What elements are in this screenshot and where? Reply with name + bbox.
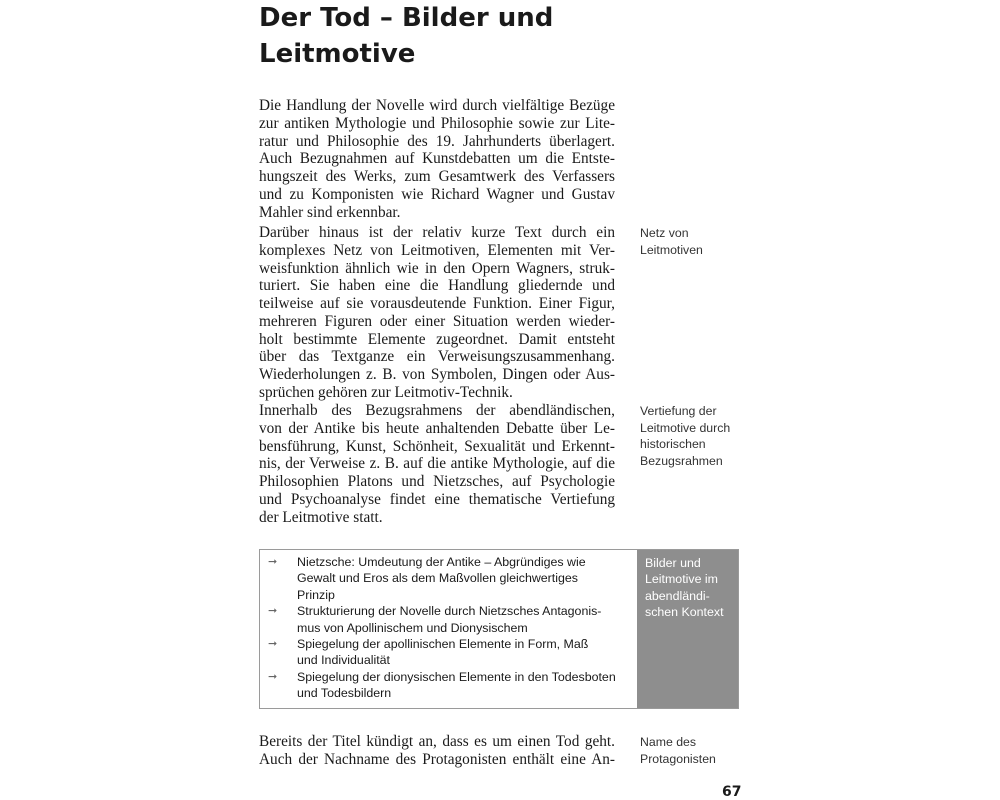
text-line: Bereits der Titel kündigt an, dass es um einen Tod geht. <box>259 733 615 750</box>
arrow-right-icon: ➞ <box>268 669 278 683</box>
summary-item-line: und Todesbildern <box>297 686 392 701</box>
margin-note-line: Bezugsrahmen <box>640 453 723 468</box>
summary-list-item <box>260 554 640 603</box>
text-line: Wiederholungen z. B. von Symbolen, Dingen oder Aus- <box>259 366 615 383</box>
body-paragraph <box>259 402 615 526</box>
margin-note-line: Leitmotiven <box>640 242 703 257</box>
text-line: holt bestimmte Elemente zugeordnet. Damit entsteht <box>259 330 615 348</box>
text-line: mehreren Figuren oder einer Situation werden wieder- <box>259 312 615 330</box>
summary-item-line: Nietzsche: Umdeutung der Antike – Abgründiges wie <box>297 555 586 569</box>
margin-note-line: Name des <box>640 735 697 749</box>
text-line: Innerhalb des Bezugsrahmens der abendländischen, <box>259 402 615 419</box>
text-line: turiert. Sie haben eine die Handlung gliedernde und <box>259 277 615 295</box>
summary-item-line: Spiegelung der dionysischen Elemente in den Todesboten <box>297 669 616 684</box>
arrow-right-icon: ➞ <box>268 555 278 568</box>
chapter-heading-line: Der Tod – Bilder und <box>259 3 554 33</box>
summary-label-line: schen Kontext <box>645 605 724 620</box>
text-line: sprüchen gehören zur Leitmotiv-Technik. <box>259 383 513 401</box>
body-paragraph <box>259 733 615 769</box>
text-line: und zu Komponisten wie Richard Wagner und Gustav <box>259 185 615 203</box>
summary-label-line: Leitmotive im <box>645 572 718 587</box>
text-line: Auch Bezugnahmen auf Kunstdebatten um die Entste- <box>259 150 615 168</box>
text-line: ratur und Philosophie des 19. Jahrhunderts überlagert. <box>259 132 615 150</box>
summary-list-item <box>260 669 640 702</box>
margin-note <box>640 225 750 258</box>
summary-box-label <box>637 550 738 708</box>
chapter-heading-line: Leitmotive <box>259 39 416 69</box>
text-line: Mahler sind erkennbar. <box>259 203 401 221</box>
text-line: weisfunktion ähnlich wie in den Opern Wagners, struk- <box>259 259 615 277</box>
margin-note-line: historischen <box>640 437 706 451</box>
text-line: Auch der Nachname des Protagonisten enthält eine An- <box>259 750 615 768</box>
text-line: zur antiken Mythologie und Philosophie sowie zur Lite- <box>259 114 615 132</box>
text-line: von der Antike bis heute anhaltenden Debatte über Le- <box>259 419 615 437</box>
summary-list-item <box>260 636 640 669</box>
margin-note-line: Vertiefung der <box>640 404 717 418</box>
summary-item-line: Strukturierung der Novelle durch Nietzsches Antagonis- <box>297 604 602 619</box>
summary-list-item <box>260 603 640 636</box>
text-line: hungszeit des Werks, zum Gesamtwerk des Verfassers <box>259 168 615 185</box>
summary-item-line: mus von Apollinischem und Dionysischem <box>297 620 528 635</box>
margin-note-line: Netz von <box>640 226 689 240</box>
body-paragraph <box>259 97 615 221</box>
margin-note <box>640 734 750 767</box>
summary-label-line: abendländi- <box>645 588 710 603</box>
summary-item-line: Gewalt und Eros als dem Maßvollen gleichwertiges <box>297 571 578 586</box>
body-paragraph <box>259 224 615 402</box>
margin-note <box>640 403 750 469</box>
arrow-right-icon: ➞ <box>268 604 278 618</box>
text-line: über das Textganze ein Verweisungszusammenhang. <box>259 348 615 366</box>
margin-note-line: Leitmotive durch <box>640 420 731 435</box>
text-line: Philosophien Platons und Nietzsches, auf Psychologie <box>259 473 615 490</box>
summary-list <box>260 554 640 702</box>
summary-item-line: Spiegelung der apollinischen Elemente in Form, Maß <box>297 637 589 652</box>
summary-label-line: Bilder und <box>645 556 701 570</box>
margin-note-line: Protagonisten <box>640 751 716 766</box>
text-line: komplexes Netz von Leitmotiven, Elementen mit Ver- <box>259 241 615 259</box>
page-number: 67 <box>722 784 742 800</box>
text-line: Die Handlung der Novelle wird durch vielfältige Bezüge <box>259 97 615 114</box>
text-line: Darüber hinaus ist der relativ kurze Text durch ein <box>259 224 615 241</box>
text-line: teilweise auf sie vorausdeutende Funktion. Einer Figur, <box>259 295 615 312</box>
arrow-right-icon: ➞ <box>268 637 278 651</box>
summary-item-line: und Individualität <box>297 653 390 668</box>
text-line: und Psychoanalyse findet eine thematische Vertiefung <box>259 490 615 508</box>
chapter-heading <box>259 0 739 72</box>
text-line: bensführung, Kunst, Schönheit, Sexualität und Erkennt- <box>259 437 615 455</box>
text-line: nis, der Verweise z. B. auf die antike Mythologie, auf die <box>259 455 615 473</box>
text-line: der Leitmotive statt. <box>259 508 383 526</box>
summary-item-line: Prinzip <box>297 587 335 602</box>
summary-box <box>259 549 739 709</box>
